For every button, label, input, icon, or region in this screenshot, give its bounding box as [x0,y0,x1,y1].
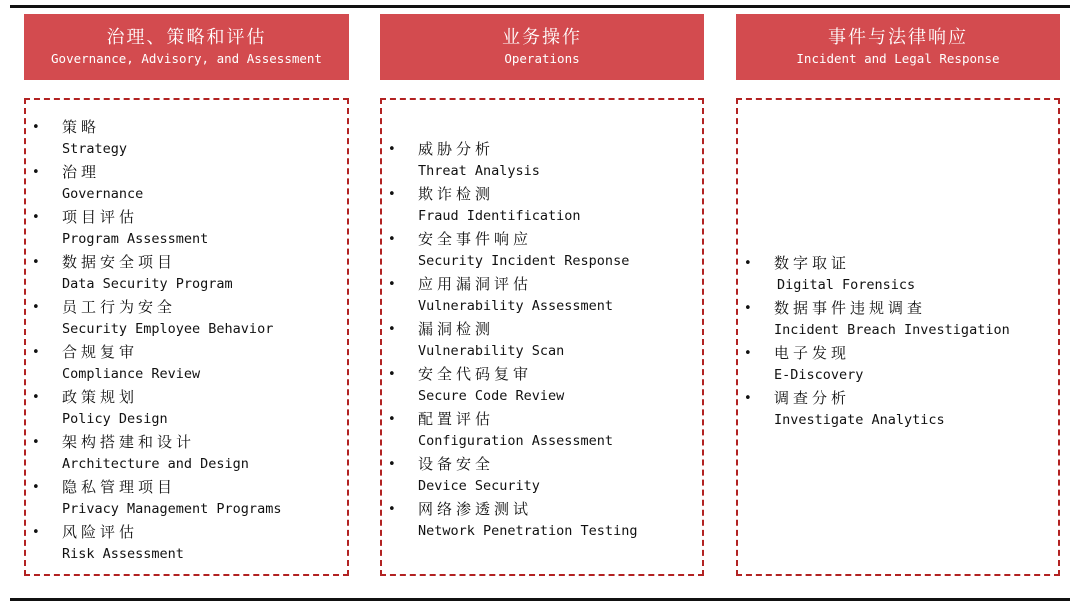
item-en: Data Security Program [62,276,233,292]
bullet-icon: • [388,367,396,382]
list-item [26,521,347,566]
item-en: Digital Forensics [777,277,916,293]
item-en: Security Incident Response [418,253,630,269]
list-item [26,251,347,296]
item-cn: 数据事件违规调查 [774,299,927,317]
item-en: Investigate Analytics [774,412,945,428]
bullet-icon: • [32,120,40,135]
header-title-cn: 事件与法律响应 [828,27,968,48]
bullet-icon: • [388,412,396,427]
header-title-en: Governance, Advisory, and Assessment [51,51,322,66]
bullet-icon: • [388,232,396,247]
top-rule [10,5,1070,8]
item-cn: 电子发现 [774,344,851,362]
list-item [26,386,347,431]
bullet-icon: • [388,457,396,472]
bullet-icon: • [32,165,40,180]
list-item [382,138,702,183]
item-en: Governance [62,186,144,202]
list-item [26,296,347,341]
list-item [26,341,347,386]
item-cn: 安全事件响应 [418,230,533,248]
header-title-en: Incident and Legal Response [796,51,1000,66]
list-item [26,161,347,206]
item-list [738,252,1058,432]
item-box [736,98,1060,576]
header-title-cn: 治理、策略和评估 [106,27,267,48]
item-en: Network Penetration Testing [418,523,638,539]
list-item [738,252,1058,297]
item-cn: 策略 [62,118,101,136]
item-en: Secure Code Review [418,388,565,404]
column-governance [24,14,349,562]
bullet-icon: • [744,301,752,316]
item-en: Policy Design [62,411,168,427]
list-item [382,273,702,318]
bullet-icon: • [32,435,40,450]
item-cn: 网络渗透测试 [418,500,533,518]
item-cn: 威胁分析 [418,140,495,158]
item-en: Security Employee Behavior [62,321,274,337]
item-cn: 调查分析 [774,389,851,407]
item-cn: 员工行为安全 [62,298,177,316]
item-en: Configuration Assessment [418,433,614,449]
item-en: Program Assessment [62,231,209,247]
item-cn: 数据安全项目 [62,253,177,271]
list-item [26,206,347,251]
item-list [382,138,702,543]
list-item [382,498,702,543]
bullet-icon: • [32,390,40,405]
item-en: Privacy Management Programs [62,501,282,517]
list-item [26,476,347,521]
item-cn: 安全代码复审 [418,365,533,383]
bullet-icon: • [32,255,40,270]
item-en: Strategy [62,141,128,157]
bullet-icon: • [744,346,752,361]
bullet-icon: • [32,525,40,540]
bullet-icon: • [388,277,396,292]
column-incident-legal [736,14,1060,428]
item-cn: 项目评估 [62,208,139,226]
item-cn: 合规复审 [62,343,139,361]
item-cn: 治理 [62,163,101,181]
item-en: Architecture and Design [62,456,249,472]
header-title-cn: 业务操作 [502,27,582,48]
list-item [738,387,1058,432]
item-cn: 政策规划 [62,388,139,406]
item-en: Vulnerability Assessment [418,298,614,314]
item-cn: 风险评估 [62,523,139,541]
item-list [26,116,347,566]
item-cn: 漏洞检测 [418,320,495,338]
item-en: Compliance Review [62,366,201,382]
item-cn: 数字取证 [774,254,851,272]
bullet-icon: • [32,480,40,495]
bottom-rule [10,598,1070,601]
item-en: Threat Analysis [418,163,540,179]
list-item [738,297,1058,342]
column-operations [380,14,704,539]
item-en: Risk Assessment [62,546,184,562]
list-item [26,431,347,476]
item-cn: 架构搭建和设计 [62,433,196,451]
bullet-icon: • [32,210,40,225]
list-item [382,228,702,273]
item-en: Vulnerability Scan [418,343,565,359]
list-item [382,408,702,453]
bullet-icon: • [388,187,396,202]
list-item [738,342,1058,387]
list-item [382,318,702,363]
column-header [380,14,704,80]
item-en: E-Discovery [774,367,864,383]
list-item [382,453,702,498]
item-cn: 隐私管理项目 [62,478,177,496]
bullet-icon: • [388,502,396,517]
item-cn: 欺诈检测 [418,185,495,203]
item-cn: 配置评估 [418,410,495,428]
bullet-icon: • [388,322,396,337]
bullet-icon: • [32,300,40,315]
item-en: Incident Breach Investigation [774,322,1010,338]
item-en: Fraud Identification [418,208,581,224]
item-cn: 应用漏洞评估 [418,275,533,293]
item-cn: 设备安全 [418,455,495,473]
list-item [26,116,347,161]
bullet-icon: • [32,345,40,360]
bullet-icon: • [744,391,752,406]
item-en: Device Security [418,478,540,494]
bullet-icon: • [744,256,752,271]
list-item [382,183,702,228]
header-title-en: Operations [504,51,580,66]
bullet-icon: • [388,142,396,157]
column-header [24,14,349,80]
list-item [382,363,702,408]
item-box [24,98,349,576]
item-box [380,98,704,576]
column-header [736,14,1060,80]
